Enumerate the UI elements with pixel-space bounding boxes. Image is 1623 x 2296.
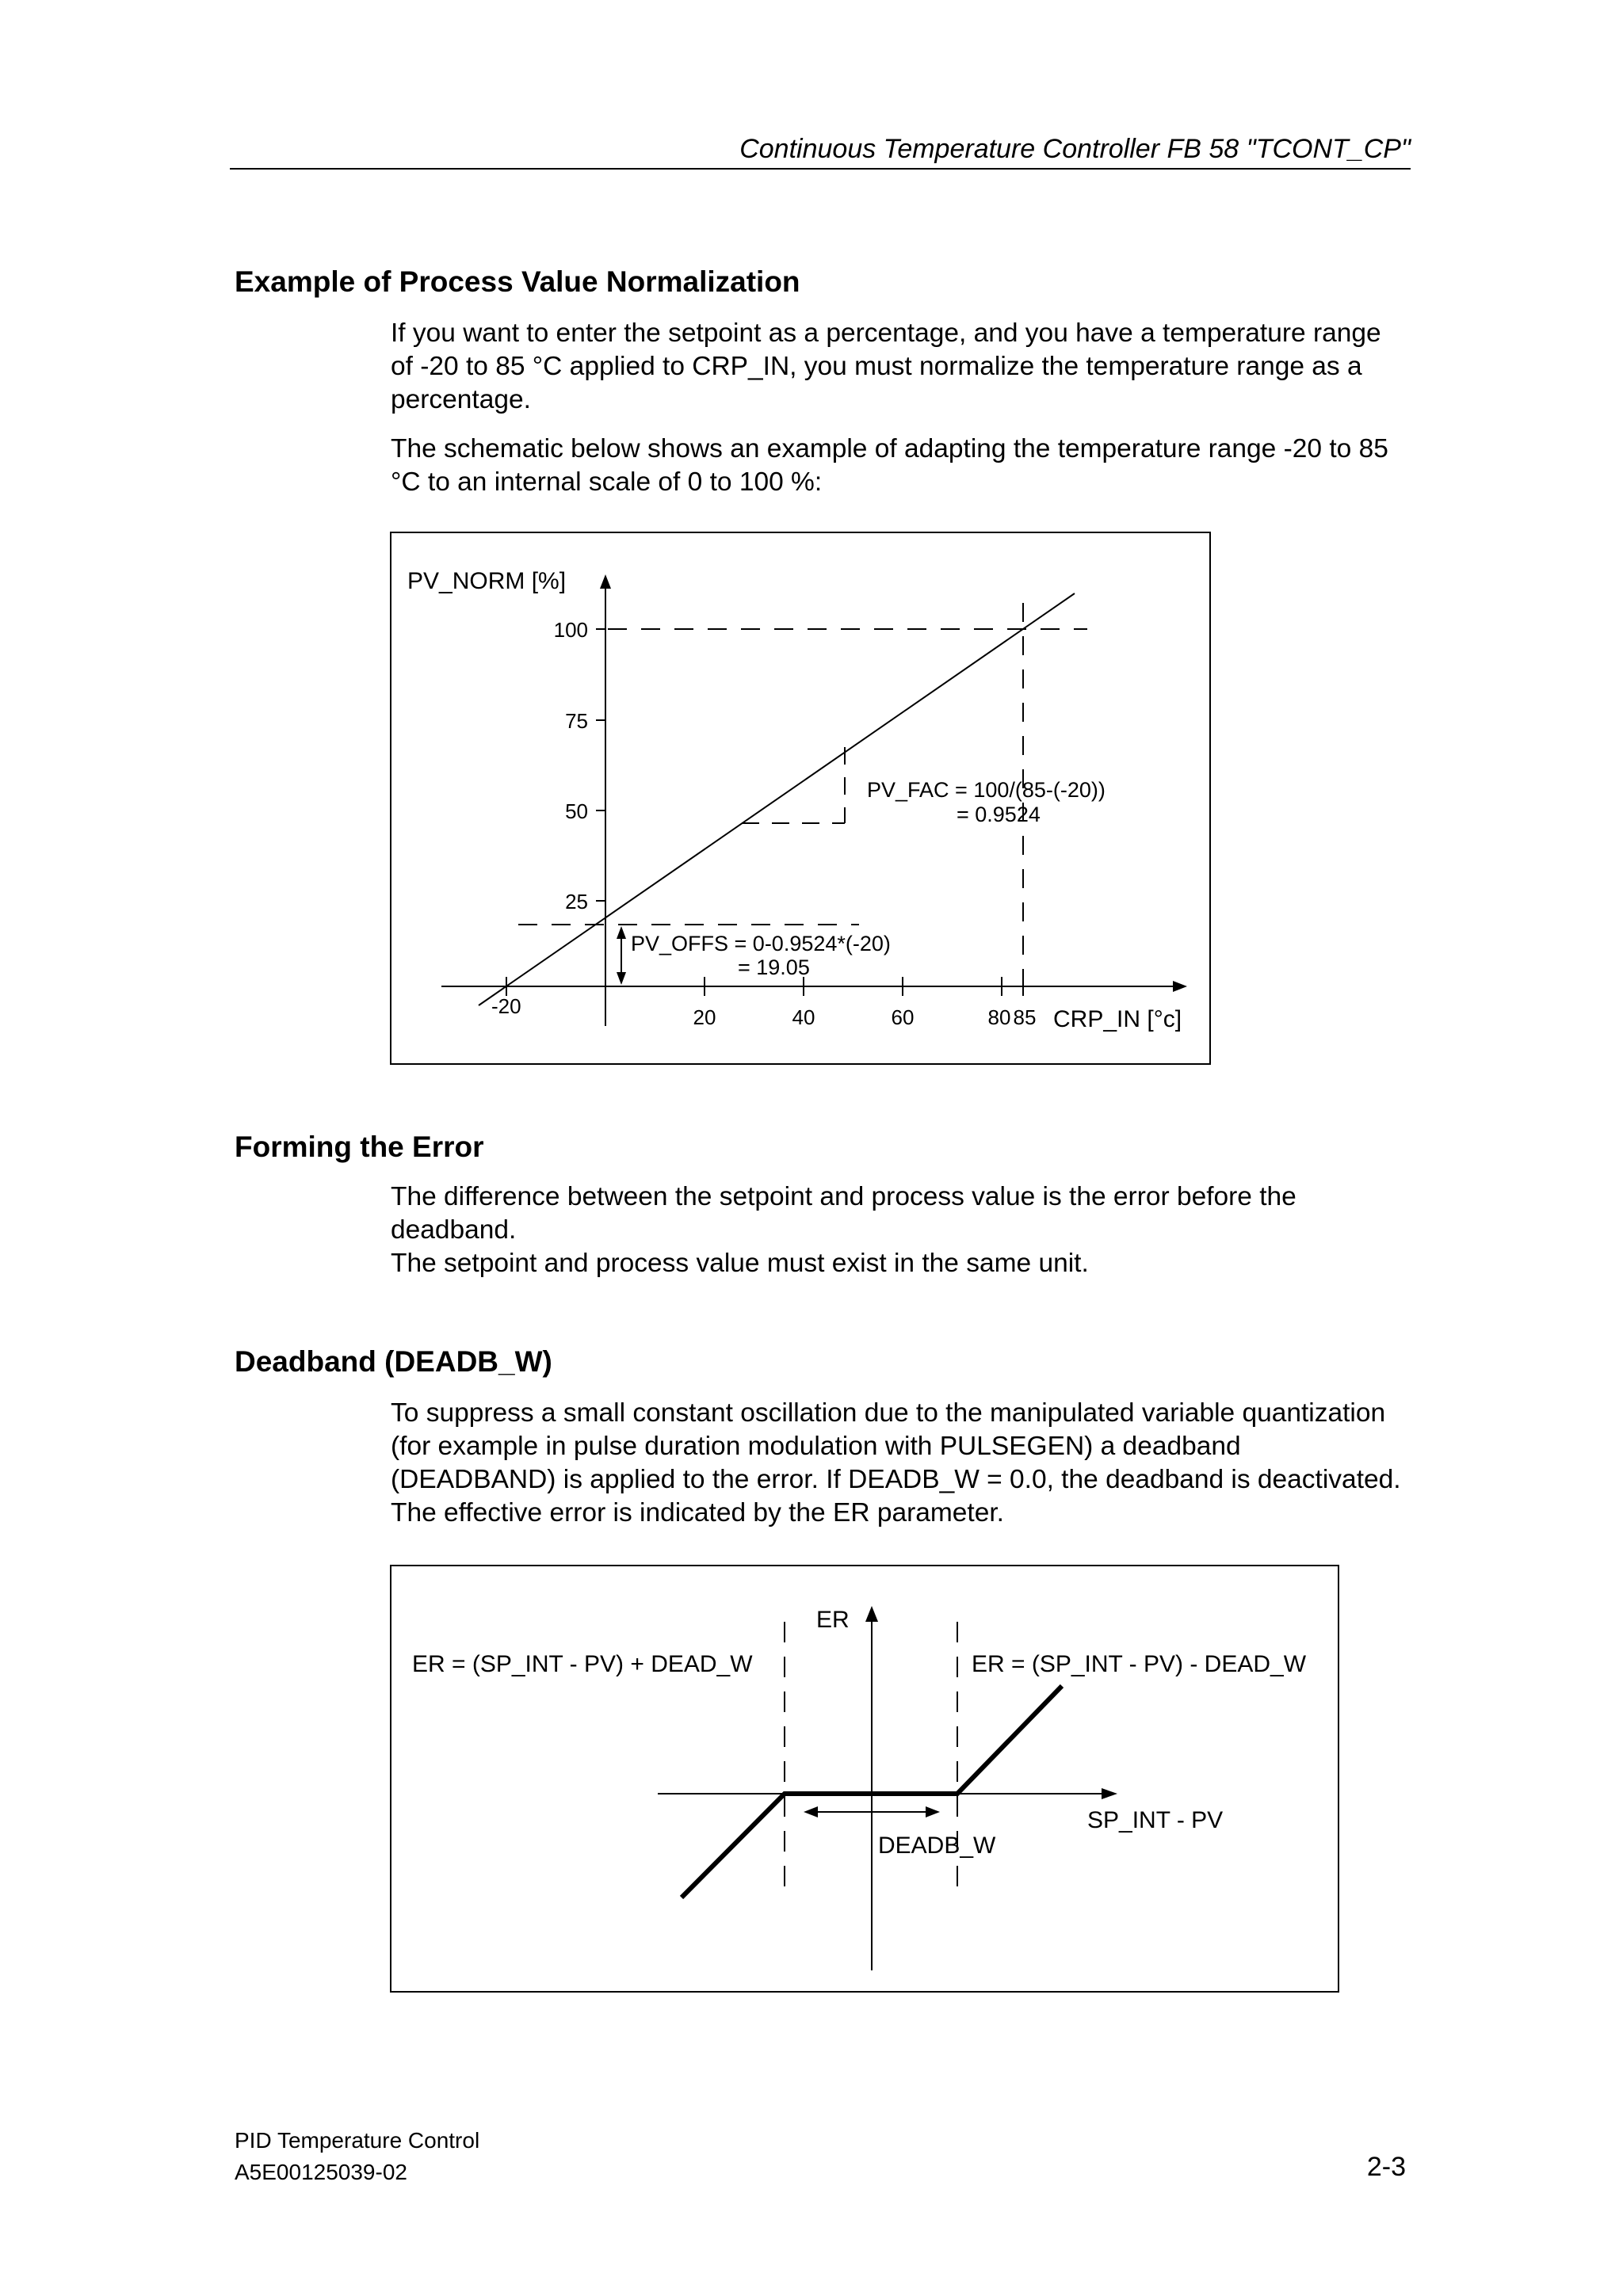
y-tick-label-75: 75 (565, 709, 588, 733)
pv-offs-arrow-down (617, 972, 626, 985)
footer-document-number: A5E00125039-02 (235, 2160, 407, 2184)
pv-fac-formula: PV_FAC = 100/(85-(-20)) (867, 778, 1106, 802)
normalization-chart (391, 533, 1212, 1066)
normalization-text (391, 317, 1405, 499)
error-line-1: The difference between the setpoint and process value is the error before the deadband. (391, 1182, 1296, 1245)
header-rule (230, 168, 1411, 170)
x-tick-label-neg20: -20 (491, 994, 521, 1018)
pv-offs-formula: PV_OFFS = 0-0.9524*(-20) (631, 932, 891, 955)
running-header: Continuous Temperature Controller FB 58 "TCONT_CP" (739, 134, 1411, 164)
deadband-paragraph: To suppress a small constant oscillation due to the manipulated variable quantization (for example in pulse duration modulation with PULSEGEN) a deadband (DEADBAND) is applied to the error. If DEADB_W = 0.0, the deadband is deactivated. The effective error is indicated by the ER parameter. (391, 1398, 1401, 1527)
heading-normalization: Example of Process Value Normalization (235, 265, 800, 298)
footer-document-title: PID Temperature Control (235, 2128, 480, 2153)
x-tick-label-85: 85 (1013, 1005, 1037, 1029)
er-axis-arrowhead (865, 1606, 878, 1622)
figure-deadband (390, 1565, 1339, 1993)
pv-fac-value: = 0.9524 (957, 803, 1041, 826)
er-axis-label: ER (816, 1607, 850, 1633)
deadband-chart (391, 1566, 1341, 1994)
heading-deadband: Deadband (DEADB_W) (235, 1345, 552, 1378)
error-text (391, 1180, 1405, 1280)
x-tick-label-60: 60 (891, 1005, 915, 1029)
pv-offs-value: = 19.05 (738, 955, 810, 979)
deadband-width-label: DEADB_W (878, 1833, 996, 1859)
sp-int-pv-axis-arrowhead (1102, 1788, 1117, 1799)
x-tick-label-80: 80 (987, 1005, 1011, 1029)
x-tick-label-20: 20 (693, 1005, 716, 1029)
pv-offs-arrow-up (617, 926, 626, 939)
figure-normalization (390, 532, 1211, 1065)
deadband-arrow-right (926, 1806, 940, 1817)
x-axis-label: CRP_IN [°c] (1053, 1006, 1182, 1032)
heading-forming-error: Forming the Error (235, 1131, 484, 1163)
right-formula: ER = (SP_INT - PV) - DEAD_W (972, 1651, 1307, 1677)
y-axis-arrowhead (600, 574, 611, 589)
y-axis-label: PV_NORM [%] (407, 568, 567, 594)
deadband-text (391, 1397, 1405, 1530)
normalization-paragraph-2: The schematic below shows an example of adapting the temperature range -20 to 85 °C to an internal scale of 0 to 100 %: (391, 434, 1388, 497)
normalization-paragraph-1: If you want to enter the setpoint as a percentage, and you have a temperature range of -20 to 85 °C applied to CRP_IN, you must normalize the temperature range as a percentage. (391, 318, 1381, 414)
error-line-2: The setpoint and process value must exist in the same unit. (391, 1249, 1089, 1278)
y-tick-label-100: 100 (553, 618, 588, 642)
x-axis-arrowhead (1173, 981, 1187, 992)
x-tick-label-40: 40 (792, 1005, 815, 1029)
page-number: 2-3 (1366, 2152, 1406, 2182)
left-formula: ER = (SP_INT - PV) + DEAD_W (412, 1651, 753, 1677)
y-tick-label-50: 50 (565, 799, 588, 823)
y-tick-label-25: 25 (565, 890, 588, 913)
deadband-arrow-left (804, 1806, 818, 1817)
sp-int-pv-axis-label: SP_INT - PV (1087, 1807, 1224, 1833)
